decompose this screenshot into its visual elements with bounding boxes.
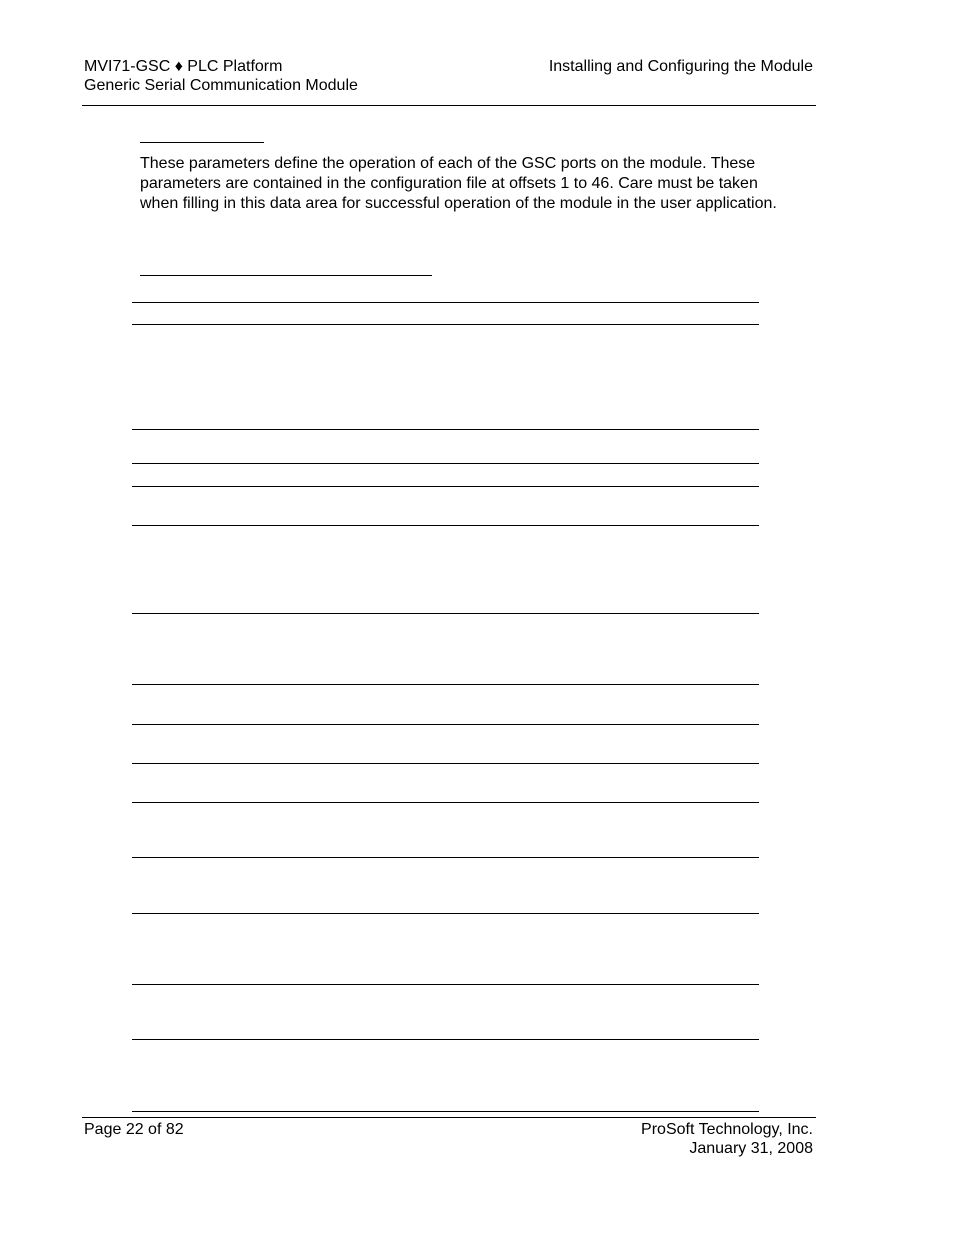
footer-page-number: Page 22 of 82 (84, 1121, 184, 1138)
footer-company: ProSoft Technology, Inc. (641, 1121, 813, 1138)
table-rule (132, 302, 759, 303)
table-rule (132, 525, 759, 526)
footer-rule (82, 1117, 816, 1118)
header-rule (82, 105, 816, 106)
table-rule (132, 857, 759, 858)
table-rule (132, 984, 759, 985)
table-rule (132, 463, 759, 464)
table-rule (132, 1039, 759, 1040)
table-rule (132, 724, 759, 725)
table-rule (132, 486, 759, 487)
body-paragraph: These parameters define the operation of each of the GSC ports on the module. These parameters are contained in the configuration file at offsets 1 to 46. Care must be taken when filling in this data area for successful operation of the module in the user application. (140, 155, 777, 212)
table-rule (132, 802, 759, 803)
table-rule (132, 763, 759, 764)
header-section-title: Installing and Configuring the Module (548, 58, 813, 75)
header-product-line: MVI71-GSC ♦ PLC Platform (84, 58, 283, 75)
table-rule (132, 613, 759, 614)
table-rule (132, 1111, 759, 1112)
table-rule (132, 684, 759, 685)
subheading-underline (140, 275, 432, 276)
footer-date: January 31, 2008 (689, 1140, 813, 1157)
table-rule (132, 429, 759, 430)
section-heading-underline (140, 142, 264, 143)
table-rule (132, 913, 759, 914)
table-rule (132, 324, 759, 325)
header-product-name: Generic Serial Communication Module (84, 77, 358, 94)
